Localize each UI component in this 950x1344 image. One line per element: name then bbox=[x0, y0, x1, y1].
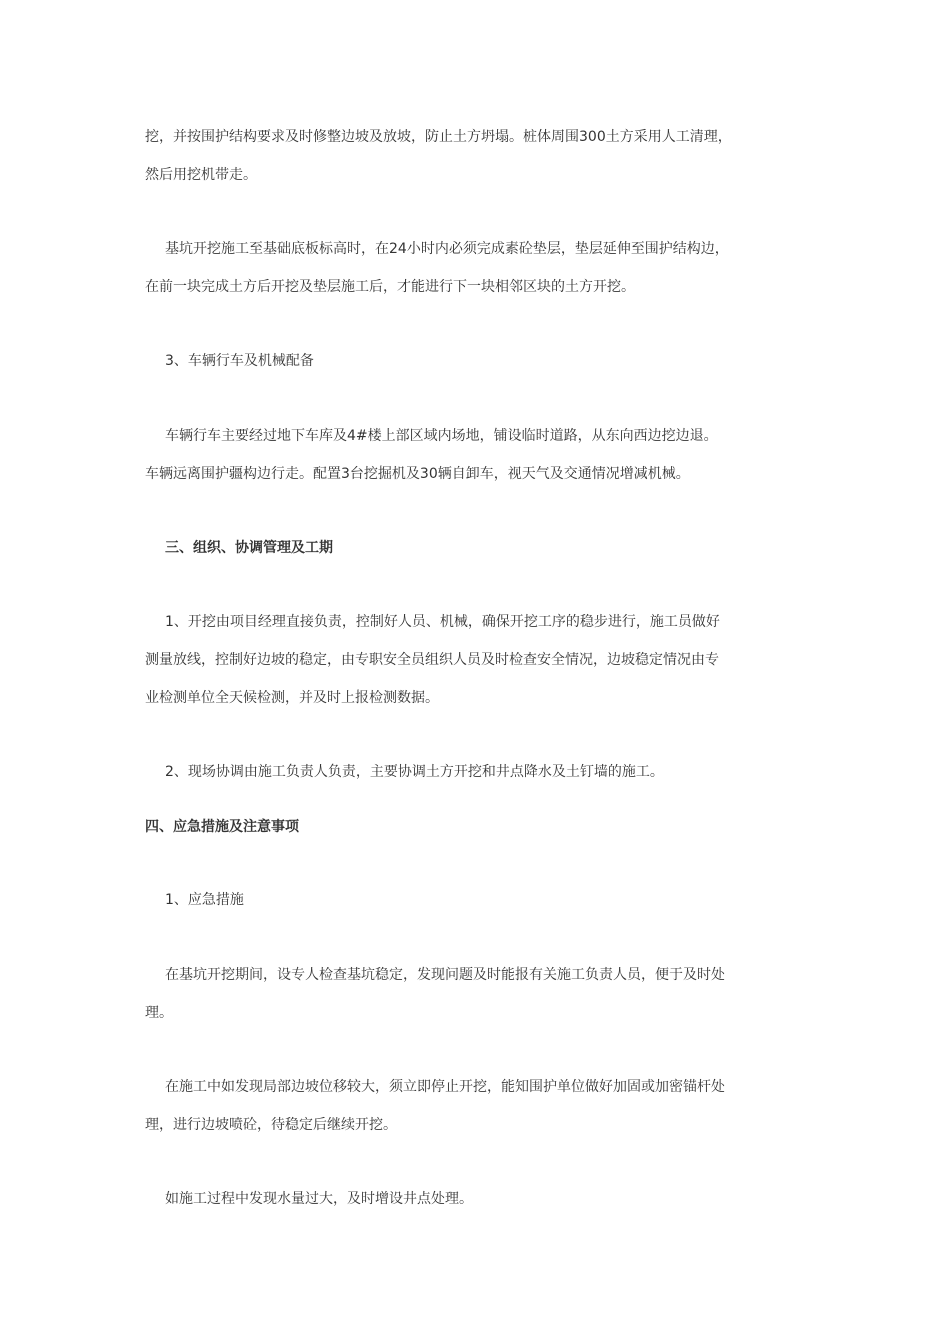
text-line: 如施工过程中发现水量过大，及时增设井点处理。 bbox=[165, 1191, 473, 1207]
text-line: 理，进行边坡喷砼，待稳定后继续开挖。 bbox=[145, 1117, 397, 1133]
text-line: 2、现场协调由施工负责人负责，主要协调土方开挖和井点降水及土钉墙的施工。 bbox=[165, 764, 664, 780]
text-line: 1、应急措施 bbox=[165, 892, 244, 908]
text-line: 3、车辆行车及机械配备 bbox=[165, 353, 314, 369]
text-line: 车辆行车主要经过地下车库及4#楼上部区域内场地，铺设临时道路，从东向西边挖边退。 bbox=[165, 428, 718, 444]
text-line: 理。 bbox=[145, 1005, 173, 1021]
text-line: 测量放线，控制好边坡的稳定，由专职安全员组织人员及时检查安全情况，边坡稳定情况由专 bbox=[145, 652, 719, 668]
text-line: 车辆远离围护疆构边行走。配置3台挖掘机及30辆自卸车，视天气及交通情况增减机械。 bbox=[145, 466, 690, 482]
subheading-vehicles bbox=[145, 342, 815, 380]
text-line: 业检测单位全天候检测，并及时上报检测数据。 bbox=[145, 690, 439, 706]
text-line: 三、组织、协调管理及工期 bbox=[165, 540, 333, 556]
paragraph-inspection bbox=[145, 956, 815, 1032]
paragraph-excavation-slope bbox=[145, 118, 815, 194]
text-line: 在前一块完成土方后开挖及垫层施工后，才能进行下一块相邻区块的土方开挖。 bbox=[145, 279, 635, 295]
paragraph-coordination bbox=[145, 753, 815, 791]
text-line: 然后用挖机带走。 bbox=[145, 167, 257, 183]
text-line: 1、开挖由项目经理直接负责，控制好人员、机械，确保开挖工序的稳步进行，施工员做好 bbox=[165, 614, 720, 630]
text-line: 基坑开挖施工至基础底板标高时，在24小时内必须完成素砼垫层，垫层延伸至围护结构边， bbox=[165, 241, 729, 257]
subheading-emergency-measures bbox=[145, 881, 815, 919]
text-line: 在施工中如发现局部边坡位移较大，须立即停止开挖，能知围护单位做好加固或加密锚杆处 bbox=[165, 1079, 725, 1095]
heading-organization bbox=[145, 529, 815, 567]
text-line: 四、应急措施及注意事项 bbox=[145, 819, 299, 835]
paragraph-water bbox=[145, 1180, 815, 1218]
paragraph-vehicles bbox=[145, 417, 815, 493]
paragraph-management bbox=[145, 603, 815, 717]
text-line: 挖，并按围护结构要求及时修整边坡及放坡，防止土方坍塌。桩体周围300土方采用人工清理， bbox=[145, 129, 732, 145]
paragraph-cushion-layer bbox=[145, 230, 815, 306]
text-line: 在基坑开挖期间，设专人检查基坑稳定，发现问题及时能报有关施工负责人员，便于及时处 bbox=[165, 967, 725, 983]
heading-emergency bbox=[145, 808, 815, 846]
paragraph-slope-displacement bbox=[145, 1068, 815, 1144]
